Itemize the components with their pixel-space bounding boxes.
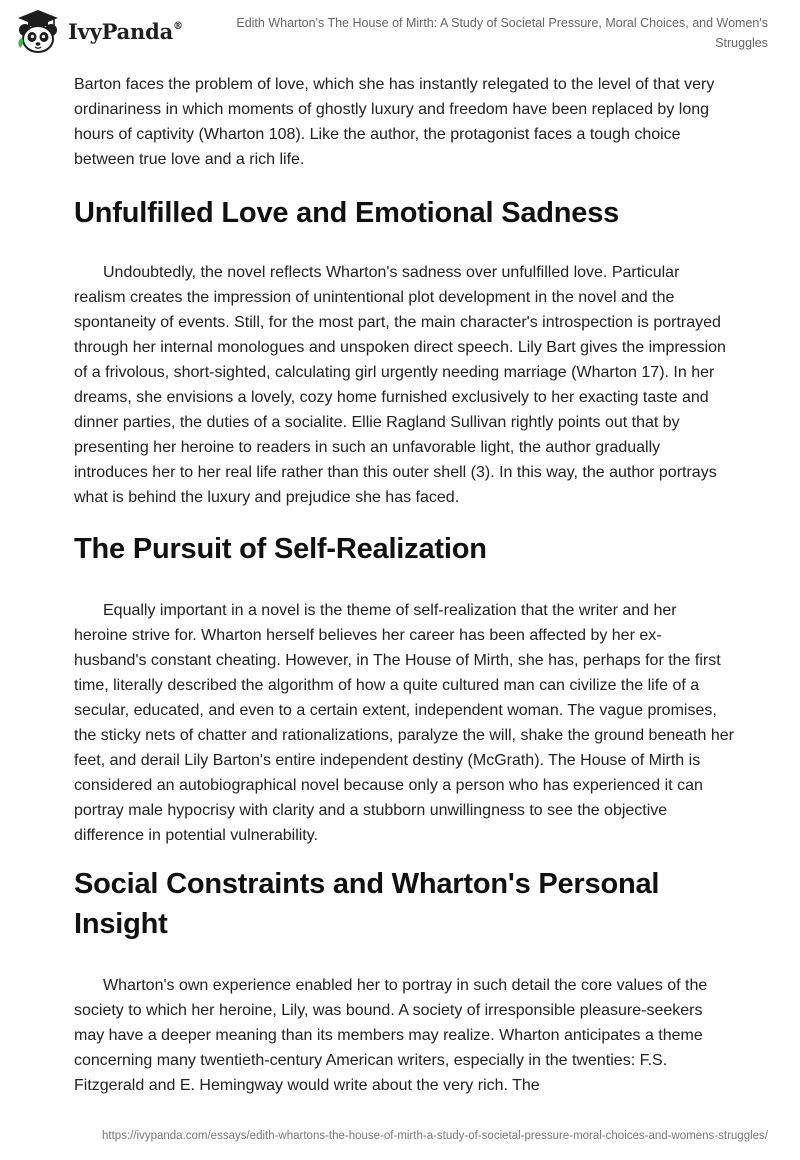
section-paragraph-unfulfilled-love: Undoubtedly, the novel reflects Wharton's sadness over unfulfilled love. Particular realism creates the impression of unintentional plot development in the novel and the spontaneity of events. Still, for the most part, the main character's introspection is portrayed through her internal monologues and unspoken direct speech. Lily Bart gives the impression of a frivolous, short-sighted, calculating girl urgently needing marriage (Wharton 17). In her dreams, she envisions a lovely, cozy home furnished exclusively to her exacting taste and dinner parties, the duties of a socialite. Ellie Ragland Sullivan rightly points out that by presenting her heroine to readers in such an unfavorable light, the author gradually introduces her to her real life rather than this outer shell (3). In this way, the author portrays what is behind the luxury and prejudice she has faced. (74, 264, 726, 506)
section-heading-social-constraints: Social Constraints and Wharton's Personal Insight (74, 868, 660, 940)
source-url[interactable]: https://ivypanda.com/essays/edith-whartons-the-house-of-mirth-a-study-of-societal-pressure-moral-choices-and-womens-struggles/ (102, 1130, 768, 1142)
section-heading-self-realization: The Pursuit of Self-Realization (74, 533, 487, 565)
document-title: Edith Wharton's The House of Mirth: A Study of Societal Pressure, Moral Choices, and Women's Struggles (236, 16, 768, 50)
essay-body (74, 72, 734, 1098)
section-paragraph-social-constraints: Wharton's own experience enabled her to portray in such detail the core values of the society to which her heroine, Lily, was bound. A society of irresponsible pleasure-seekers may have a deeper meaning than its members may realize. Wharton anticipates a theme concerning many twentieth-century American writers, especially in the twenties: F.S. Fitzgerald and E. Hemingway would write about the very rich. The (74, 977, 708, 1094)
intro-paragraph: Barton faces the problem of love, which she has instantly relegated to the level of that very ordinariness in which moments of ghostly luxury and freedom have been replaced by long hours of captivity (Wharton 108). Like the author, the protagonist faces a tough choice between true love and a rich life. (74, 76, 715, 168)
section-paragraph-self-realization: Equally important in a novel is the theme of self-realization that the writer and her heroine strive for. Wharton herself believes her career has been affected by her ex-husband's constant cheating. However, in The House of Mirth, she has, perhaps for the first time, literally described the algorithm of how a quite cultured man can civilize the life of a secular, educated, and even to a certain extent, independent woman. The vague promises, the sticky nets of chatter and rationalizations, paralyze the will, shake the ground beneath her feet, and derail Lily Barton's entire independent destiny (McGrath). The House of Mirth is considered an autobiographical novel because only a person who has experienced it can portray male hypocrisy with clarity and a stubborn unwillingness to see the objective difference in potential vulnerability. (74, 602, 734, 844)
page-header (0, 0, 800, 60)
panda-graduate-icon (14, 8, 62, 54)
ivypanda-logo[interactable] (14, 8, 183, 54)
logo-wordmark: IvyPanda® (68, 18, 183, 44)
section-heading-unfulfilled-love: Unfulfilled Love and Emotional Sadness (74, 197, 620, 229)
registered-mark: ® (173, 20, 183, 32)
